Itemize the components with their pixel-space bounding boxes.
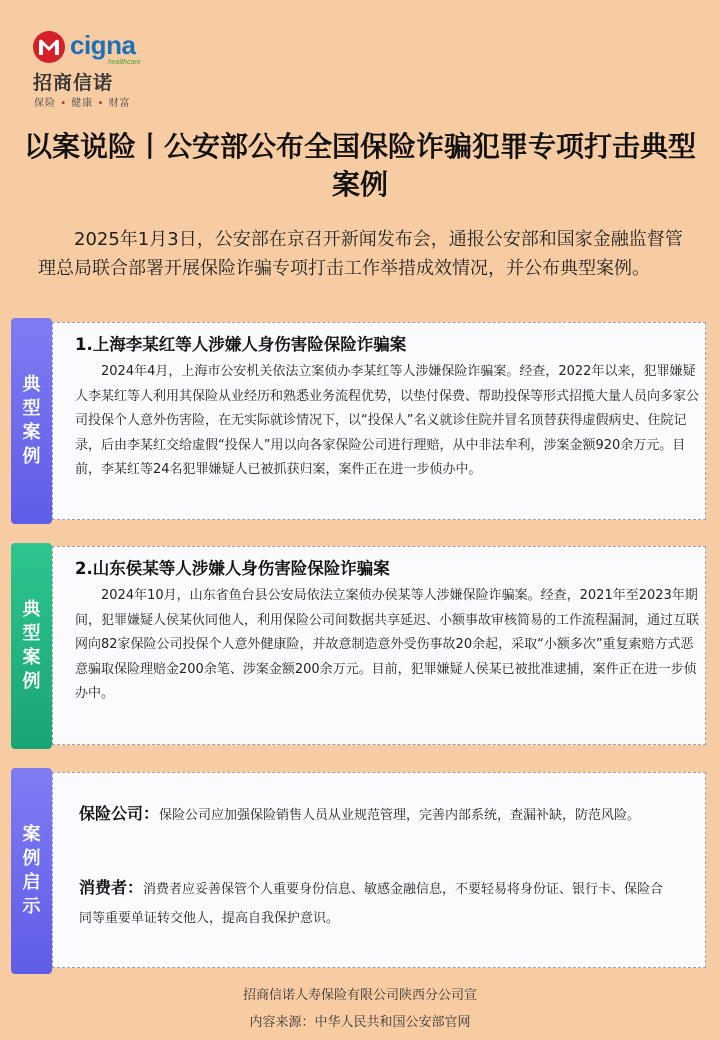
- tip-consumer-label: 消费者：: [79, 878, 144, 897]
- case-title: 2.山东侯某等人涉嫌人身伤害险保险诈骗案: [75, 559, 390, 578]
- case-body: 2024年4月，上海市公安机关依法立案侦办李某红等人涉嫌保险诈骗案。经查，2022年以来，犯罪嫌疑人李某红等人利用其保险从业经历和熟悉业务流程优势，以垫付保费、帮助投保等形式招揽大量人员向多家公司投保个人意外伤害险，在无实际就诊情况下，以“投保人”名义就诊住院并冒名顶替获得虚假病史、住院记录，后由李某红交给虚假“投保人”用以向各家保险公司进行理赔，从中非法牟利，涉案金额920余万元。目前，李某红等24名犯罪嫌疑人已被抓获归案，案件正在进一步侦办中。: [75, 364, 700, 477]
- case-tab-1: 典型案例: [11, 318, 52, 524]
- intro-paragraph: 2025年1月3日，公安部在京召开新闻发布会，通报公安部和国家金融监督管理总局联合部署开展保险诈骗专项打击工作举措成效情况，并公布典型案例。: [38, 229, 683, 279]
- case-card-2: [52, 546, 706, 745]
- footer-source: 内容来源：中华人民共和国公安部官网: [249, 1015, 471, 1030]
- tip-insurer-label: 保险公司：: [79, 804, 160, 823]
- tip-insurer: [79, 799, 664, 830]
- case-card-1: [52, 322, 706, 520]
- tip-consumer: [79, 873, 664, 933]
- tip-consumer-text: 消费者应妥善保管个人重要身份信息、敏感金融信息，不要轻易将身份证、银行卡、保险合同等重要单证转交他人，提高自我保护意识。: [79, 882, 664, 926]
- cmb-logo-icon: [32, 30, 66, 64]
- tips-card: [52, 772, 706, 968]
- brand-slogan: 保险 • 健康 • 财富: [34, 98, 131, 109]
- company-logo: [30, 28, 140, 113]
- tip-insurer-text: 保险公司应加强保险销售人员从业规范管理，完善内部系统，查漏补缺，防范风险。: [159, 808, 641, 823]
- case-tab-2: 典型案例: [11, 543, 52, 749]
- case-body: 2024年10月，山东省鱼台县公安局依法立案侦办侯某等人涉嫌保险诈骗案。经查，2021年至2023年期间，犯罪嫌疑人侯某伙同他人，利用保险公司间数据共享延迟、小额事故审核简易的工作流程漏洞，通过互联网向82家保险公司投保个人意外健康险，并故意制造意外受伤事故20余起，采取“小额多次”重复索赔方式恶意骗取保险理赔金200余笔、涉案金额200余万元。目前，犯罪嫌疑人侯某已被批准逮捕，案件正在进一步侦办中。: [75, 588, 700, 701]
- cigna-wordmark: cigna: [70, 30, 136, 60]
- healthcare-wordmark: healthcare: [108, 59, 141, 66]
- case-title: 1.上海李某红等人涉嫌人身伤害险保险诈骗案: [75, 335, 407, 354]
- tips-tab: 案例启示: [11, 768, 52, 974]
- brand-name-cn: 招商信诺: [33, 72, 114, 94]
- footer-publisher: 招商信诺人寿保险有限公司陕西分公司宣: [242, 988, 477, 1003]
- page-title: 以案说险丨公安部公布全国保险诈骗犯罪专项打击典型案例: [23, 130, 696, 201]
